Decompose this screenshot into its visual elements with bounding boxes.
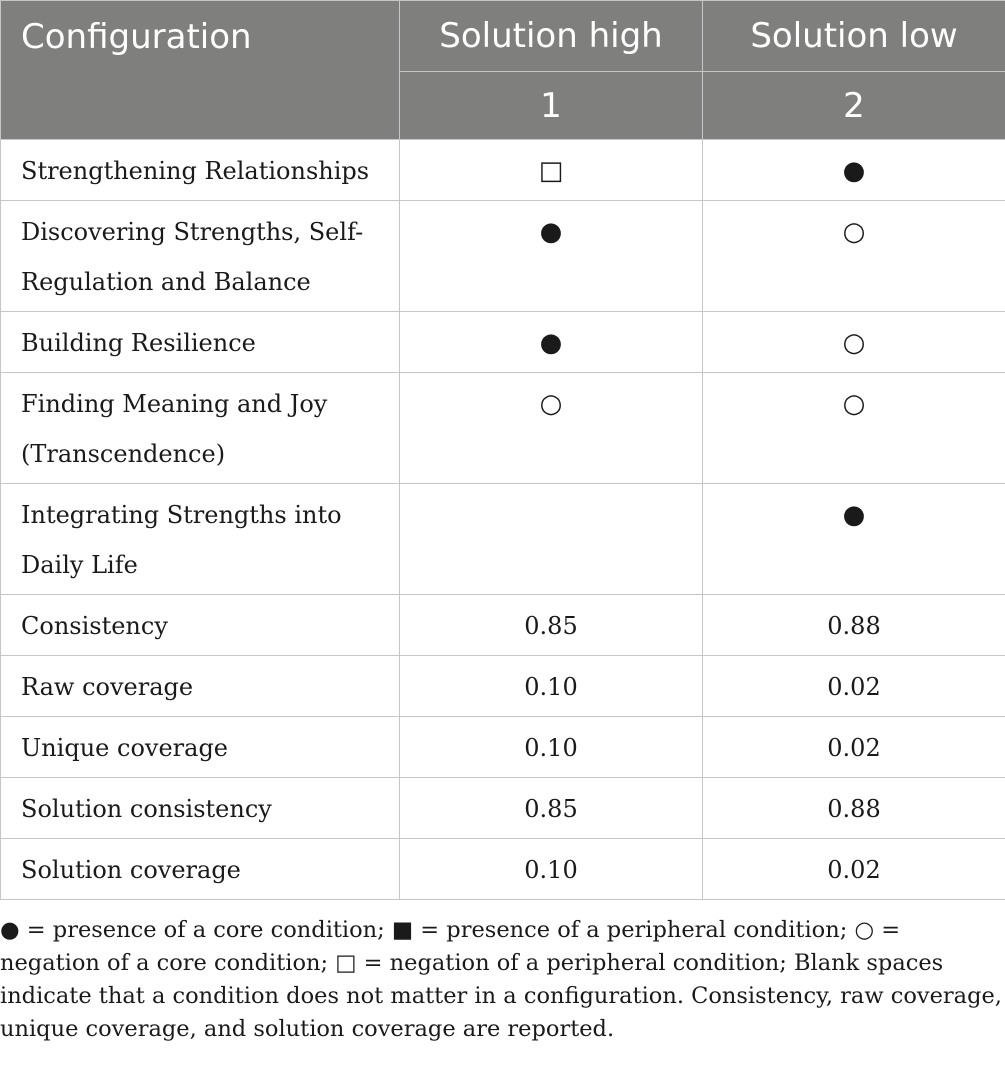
row-label: Unique coverage [1, 717, 400, 778]
condition-symbol: ● [539, 328, 563, 358]
solution-2-cell [703, 140, 1005, 201]
condition-symbol: ○ [842, 328, 866, 358]
solution-2-cell [703, 312, 1005, 373]
row-label: Solution consistency [1, 778, 400, 839]
table-row [1, 839, 1005, 900]
condition-symbol: ○ [842, 389, 866, 419]
solution-2-cell [703, 484, 1005, 595]
row-label: Raw coverage [1, 656, 400, 717]
solution-1-cell [400, 312, 703, 373]
condition-symbol: ● [539, 217, 563, 247]
solution-1-cell: 0.10 [400, 717, 703, 778]
condition-symbol: ○ [539, 389, 563, 419]
solution-2-cell: 0.02 [703, 656, 1005, 717]
row-label: Solution coverage [1, 839, 400, 900]
table-row [1, 201, 1005, 312]
solution-1-cell: 0.10 [400, 839, 703, 900]
solution-1-cell [400, 373, 703, 484]
table-footnote: ● = presence of a core condition; ■ = presence of a peripheral condition; ○ = negation of a core condition; □ = negation of a peripheral condition; Blank spaces indicate that a condition does not matter in a configuration. Consistency, raw coverage, unique coverage, and solution coverage are reported. [0, 917, 1002, 1042]
header-solution-2: 2 [703, 72, 1005, 140]
header-solution-high: Solution high [400, 1, 703, 72]
condition-symbol: □ [538, 156, 564, 186]
solution-2-cell [703, 201, 1005, 312]
header-solution-low: Solution low [703, 1, 1005, 72]
table-row [1, 140, 1005, 201]
solution-1-cell: 0.10 [400, 656, 703, 717]
header-configuration: Configuration [1, 1, 400, 140]
table-row [1, 312, 1005, 373]
solution-1-cell [400, 140, 703, 201]
row-label: Discovering Strengths, Self-Regulation and Balance [1, 201, 400, 312]
table-row [1, 717, 1005, 778]
table-row [1, 373, 1005, 484]
solution-2-cell: 0.88 [703, 595, 1005, 656]
row-label: Finding Meaning and Joy (Transcendence) [1, 373, 400, 484]
row-label: Building Resilience [1, 312, 400, 373]
solution-1-cell [400, 484, 703, 595]
solution-1-cell: 0.85 [400, 778, 703, 839]
header-solution-1: 1 [400, 72, 703, 140]
solution-2-cell [703, 373, 1005, 484]
solution-2-cell: 0.02 [703, 717, 1005, 778]
condition-symbol: ● [842, 500, 866, 530]
solution-1-cell [400, 201, 703, 312]
table-row [1, 484, 1005, 595]
row-label: Consistency [1, 595, 400, 656]
row-label: Integrating Strengths into Daily Life [1, 484, 400, 595]
table-row [1, 778, 1005, 839]
row-label: Strengthening Relationships [1, 140, 400, 201]
table-row [1, 595, 1005, 656]
condition-symbol: ● [842, 156, 866, 186]
solution-1-cell: 0.85 [400, 595, 703, 656]
table-row [1, 656, 1005, 717]
solution-2-cell: 0.02 [703, 839, 1005, 900]
solution-2-cell: 0.88 [703, 778, 1005, 839]
condition-symbol: ○ [842, 217, 866, 247]
